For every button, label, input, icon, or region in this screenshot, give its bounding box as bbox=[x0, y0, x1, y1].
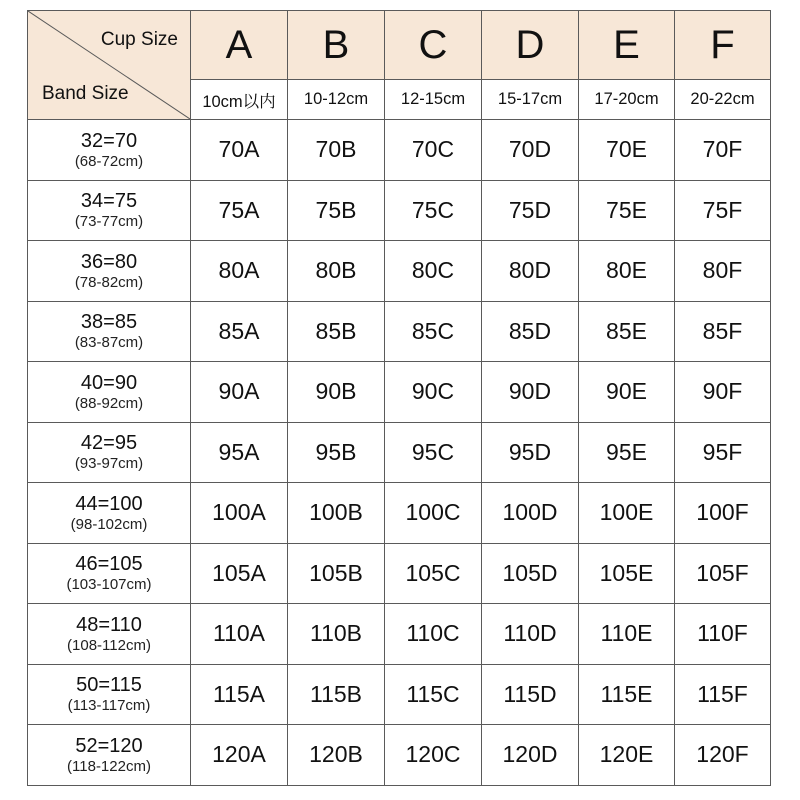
band-size-cell bbox=[28, 725, 191, 786]
table-row bbox=[28, 362, 771, 423]
size-cell: 85E bbox=[579, 301, 675, 362]
size-cell: 100A bbox=[191, 483, 288, 544]
band-size-cell bbox=[28, 604, 191, 665]
size-cell: 120A bbox=[191, 725, 288, 786]
cup-range-f: 20-22cm bbox=[675, 80, 771, 120]
band-size-value: 48=110 bbox=[76, 613, 142, 636]
size-cell: 90A bbox=[191, 362, 288, 423]
band-size-value: 42=95 bbox=[80, 432, 138, 455]
size-cell: 90D bbox=[482, 362, 579, 423]
band-size-value: 46=105 bbox=[75, 553, 143, 576]
size-cell: 85F bbox=[675, 301, 771, 362]
size-cell: 75D bbox=[482, 180, 579, 241]
table-row bbox=[28, 664, 771, 725]
size-cell: 95F bbox=[675, 422, 771, 483]
size-cell: 95B bbox=[288, 422, 385, 483]
size-cell: 95D bbox=[482, 422, 579, 483]
band-size-range: (93-97cm) bbox=[74, 455, 144, 473]
size-cell: 100B bbox=[288, 483, 385, 544]
size-cell: 85B bbox=[288, 301, 385, 362]
size-cell: 80D bbox=[482, 241, 579, 302]
size-cell: 90B bbox=[288, 362, 385, 423]
size-cell: 85C bbox=[385, 301, 482, 362]
band-size-cell bbox=[28, 664, 191, 725]
table-row bbox=[28, 604, 771, 665]
cup-letter-b: B bbox=[288, 11, 385, 80]
size-cell: 115D bbox=[482, 664, 579, 725]
band-size-cell bbox=[28, 483, 191, 544]
cup-range-b: 10-12cm bbox=[288, 80, 385, 120]
band-size-range: (103-107cm) bbox=[66, 576, 152, 594]
size-cell: 70D bbox=[482, 120, 579, 181]
size-cell: 105C bbox=[385, 543, 482, 604]
band-size-value: 52=120 bbox=[75, 734, 143, 757]
size-cell: 70E bbox=[579, 120, 675, 181]
band-size-value: 40=90 bbox=[80, 371, 138, 394]
table-row bbox=[28, 543, 771, 604]
size-table-body bbox=[28, 120, 771, 786]
cup-range-c: 12-15cm bbox=[385, 80, 482, 120]
band-size-cell bbox=[28, 180, 191, 241]
band-size-range: (83-87cm) bbox=[74, 334, 144, 352]
table-row bbox=[28, 120, 771, 181]
band-size-cell bbox=[28, 362, 191, 423]
band-size-range: (118-122cm) bbox=[67, 757, 151, 775]
band-size-range: (98-102cm) bbox=[70, 515, 148, 533]
size-cell: 120B bbox=[288, 725, 385, 786]
size-cell: 105B bbox=[288, 543, 385, 604]
size-cell: 100C bbox=[385, 483, 482, 544]
size-cell: 75E bbox=[579, 180, 675, 241]
cup-letter-e: E bbox=[579, 11, 675, 80]
size-cell: 95A bbox=[191, 422, 288, 483]
size-cell: 120D bbox=[482, 725, 579, 786]
size-cell: 75B bbox=[288, 180, 385, 241]
table-row bbox=[28, 301, 771, 362]
cup-letter-d: D bbox=[482, 11, 579, 80]
size-cell: 75C bbox=[385, 180, 482, 241]
band-size-range: (73-77cm) bbox=[74, 213, 144, 231]
band-size-value: 44=100 bbox=[75, 492, 143, 515]
table-row bbox=[28, 241, 771, 302]
size-cell: 90C bbox=[385, 362, 482, 423]
size-cell: 85A bbox=[191, 301, 288, 362]
table-row bbox=[28, 483, 771, 544]
size-cell: 90E bbox=[579, 362, 675, 423]
cup-letter-a: A bbox=[191, 11, 288, 80]
size-cell: 110F bbox=[675, 604, 771, 665]
size-cell: 120F bbox=[675, 725, 771, 786]
size-cell: 80C bbox=[385, 241, 482, 302]
table-row bbox=[28, 422, 771, 483]
size-cell: 85D bbox=[482, 301, 579, 362]
size-cell: 70A bbox=[191, 120, 288, 181]
size-cell: 75F bbox=[675, 180, 771, 241]
cup-letter-f: F bbox=[675, 11, 771, 80]
size-cell: 115E bbox=[579, 664, 675, 725]
size-cell: 110E bbox=[579, 604, 675, 665]
corner-header-cell bbox=[28, 11, 191, 120]
size-cell: 70C bbox=[385, 120, 482, 181]
size-cell: 105A bbox=[191, 543, 288, 604]
band-size-cell bbox=[28, 241, 191, 302]
band-size-range: (113-117cm) bbox=[67, 697, 151, 715]
size-cell: 75A bbox=[191, 180, 288, 241]
size-cell: 110D bbox=[482, 604, 579, 665]
cup-letter-c: C bbox=[385, 11, 482, 80]
band-size-value: 34=75 bbox=[80, 190, 138, 213]
size-cell: 80F bbox=[675, 241, 771, 302]
size-cell: 115B bbox=[288, 664, 385, 725]
band-size-cell bbox=[28, 543, 191, 604]
size-cell: 80E bbox=[579, 241, 675, 302]
size-cell: 105F bbox=[675, 543, 771, 604]
band-size-label: Band Size bbox=[42, 83, 129, 104]
size-cell: 100F bbox=[675, 483, 771, 544]
cup-letter-row bbox=[28, 11, 771, 80]
band-size-range: (78-82cm) bbox=[74, 273, 144, 291]
band-size-cell bbox=[28, 120, 191, 181]
size-cell: 115A bbox=[191, 664, 288, 725]
table-row bbox=[28, 180, 771, 241]
size-cell: 80B bbox=[288, 241, 385, 302]
size-cell: 100D bbox=[482, 483, 579, 544]
size-cell: 105E bbox=[579, 543, 675, 604]
size-cell: 120E bbox=[579, 725, 675, 786]
size-cell: 90F bbox=[675, 362, 771, 423]
size-cell: 115F bbox=[675, 664, 771, 725]
size-cell: 80A bbox=[191, 241, 288, 302]
size-cell: 120C bbox=[385, 725, 482, 786]
size-cell: 95C bbox=[385, 422, 482, 483]
cup-size-label: Cup Size bbox=[100, 29, 178, 50]
size-cell: 105D bbox=[482, 543, 579, 604]
band-size-value: 32=70 bbox=[80, 129, 138, 152]
size-cell: 110A bbox=[191, 604, 288, 665]
cup-range-e: 17-20cm bbox=[579, 80, 675, 120]
size-cell: 110C bbox=[385, 604, 482, 665]
size-cell: 70F bbox=[675, 120, 771, 181]
band-size-cell bbox=[28, 301, 191, 362]
band-size-range: (88-92cm) bbox=[74, 394, 144, 412]
size-chart-table bbox=[27, 10, 771, 786]
size-cell: 70B bbox=[288, 120, 385, 181]
cup-range-d: 15-17cm bbox=[482, 80, 579, 120]
size-cell: 110B bbox=[288, 604, 385, 665]
band-size-range: (108-112cm) bbox=[67, 636, 151, 654]
band-size-range: (68-72cm) bbox=[74, 152, 144, 170]
size-cell: 95E bbox=[579, 422, 675, 483]
band-size-cell bbox=[28, 422, 191, 483]
cup-range-a: 10cm以内 bbox=[191, 80, 288, 120]
band-size-value: 50=115 bbox=[76, 674, 142, 697]
size-cell: 115C bbox=[385, 664, 482, 725]
band-size-value: 36=80 bbox=[80, 250, 138, 273]
band-size-value: 38=85 bbox=[80, 311, 138, 334]
size-cell: 100E bbox=[579, 483, 675, 544]
table-row bbox=[28, 725, 771, 786]
